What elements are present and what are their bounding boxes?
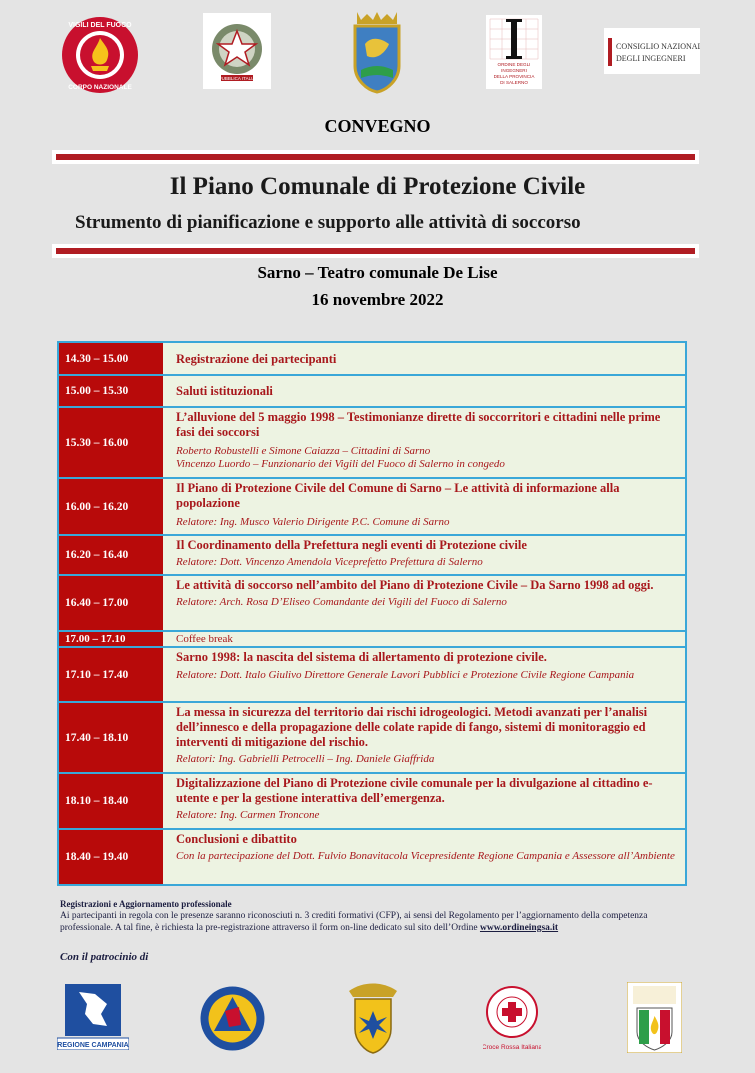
croce-rossa-italiana-logo [483, 986, 541, 1052]
program-speaker: Relatore: Dott. Vincenzo Amendola Viceprefetto Prefettura di Salerno [176, 556, 483, 568]
program-row [57, 374, 687, 408]
program-title: Il Piano di Protezione Civile del Comune di Sarno – Le attività di informazione alla popolazione [176, 481, 620, 510]
protezione-civile-logo [199, 985, 266, 1052]
program-row [57, 772, 687, 830]
program-row [57, 646, 687, 703]
registration-body: Ai partecipanti in regola con le presenze saranno riconosciuti n. 3 crediti formativi (CFP), ai sensi del Regolamento per l’aggiornamento della competenza professionale. A tal fine, è richiesta la pre-registrazione attraverso il form on-line dedicato sul sito dell’Ordine [60, 911, 648, 933]
ordine-logo-text-1: ORDINE DEGLI [497, 62, 531, 67]
cavalieri-malta-emblem [343, 981, 403, 1057]
associazione-vigili-del-fuoco-logo [627, 982, 682, 1053]
program-row [57, 828, 687, 886]
top-logos [0, 12, 755, 97]
program-speaker: Roberto Robustelli e Simone Caiazza – Cittadini di Sarno Vincenzo Luordo – Funzionario dei Vigili del Fuoco di Salerno in congedo [176, 445, 505, 470]
event-location: Sarno – Teatro comunale De Lise [257, 263, 498, 282]
patronage-logos [0, 978, 755, 1058]
program-time: 16.40 – 17.00 [59, 576, 163, 630]
comune-sarno-coat-of-arms [351, 10, 403, 94]
program-title: La messa in sicurezza del territorio dai rischi idrogeologici. Metodi avanzati per l’analisi dell’innesco e della propagazione delle colate rapide di fango, sistemi di monitoraggio ed interventi di mitigazione del rischio. [176, 705, 648, 749]
program-time: 17.40 – 18.10 [59, 703, 163, 772]
program-title: Conclusioni e dibattito [176, 832, 297, 846]
ordine-ingegneri-salerno-logo [486, 15, 542, 89]
program-title: Saluti istituzionali [176, 384, 273, 398]
registration-text [60, 910, 692, 934]
svg-text:CORPO NAZIONALE: CORPO NAZIONALE [68, 84, 132, 91]
program-title: Le attività di soccorso nell’ambito del Piano di Protezione Civile – Da Sarno 1998 ad oggi. [176, 578, 654, 592]
regione-campania-logo [57, 984, 129, 1050]
cni-text-1: CONSIGLIO NAZIONALE [616, 42, 700, 51]
ordine-logo-text-2: INGEGNERI [501, 68, 527, 73]
program-time: 17.10 – 17.40 [59, 648, 163, 701]
program-row [57, 534, 687, 576]
consiglio-nazionale-ingegneri-logo [604, 28, 700, 74]
header-divider-bottom [52, 244, 699, 258]
regione-campania-text: REGIONE CAMPANIA [57, 1042, 129, 1049]
program-speaker: Con la partecipazione del Dott. Fulvio Bonavitacola Vicepresidente Regione Campania e Assessore all’Ambiente [176, 850, 675, 862]
program-row [57, 406, 687, 479]
program-time: 18.10 – 18.40 [59, 774, 163, 828]
program-time: 16.20 – 16.40 [59, 536, 163, 574]
program-time: 15.30 – 16.00 [59, 408, 163, 477]
program-time: 15.00 – 15.30 [59, 376, 163, 406]
program-row [57, 701, 687, 774]
vigili-del-fuoco-logo [61, 16, 139, 94]
program-row [57, 477, 687, 536]
program-speaker: Relatori: Ing. Gabrielli Petrocelli – Ing. Daniele Giaffrida [176, 753, 435, 765]
svg-text:VIGILI DEL FUOCO: VIGILI DEL FUOCO [68, 22, 132, 29]
cni-text-2: DEGLI INGEGNERI [616, 54, 686, 63]
repubblica-italiana-emblem [203, 13, 271, 89]
patronage-label: Con il patrocinio di [60, 951, 149, 963]
event-type-heading: CONVEGNO [324, 116, 431, 136]
program-title: Sarno 1998: la nascita del sistema di allertamento di protezione civile. [176, 650, 547, 664]
program-title: L’alluvione del 5 maggio 1998 – Testimonianze dirette di soccorritori e cittadini nelle prime fasi dei soccorsi [176, 410, 661, 439]
event-title: Il Piano Comunale di Protezione Civile [169, 173, 586, 200]
program-time: 17.00 – 17.10 [59, 632, 163, 646]
program-title: Registrazione dei partecipanti [176, 352, 337, 366]
ordine-logo-text-3: DELLA PROVINCIA [493, 74, 535, 79]
svg-text:REPUBBLICA ITALIANA: REPUBBLICA ITALIANA [212, 76, 262, 81]
program-title: Digitalizzazione del Piano di Protezione civile comunale per la divulgazione al cittadino e-utente e per la gestione interattiva dell’emergenza. [176, 776, 653, 805]
ordine-website-link[interactable]: www.ordineingsa.it [479, 923, 559, 933]
program-title: Coffee break [176, 633, 233, 645]
program-time: 14.30 – 15.00 [59, 343, 163, 374]
event-subtitle: Strumento di pianificazione e supporto alle attività di soccorso [75, 212, 581, 233]
program-title: Il Coordinamento della Prefettura negli eventi di Protezione civile [176, 538, 527, 552]
program-speaker: Relatore: Dott. Italo Giulivo Direttore Generale Lavori Pubblici e Protezione Civile Regione Campania [176, 669, 635, 681]
croce-rossa-text: Croce Rossa Italiana [483, 1044, 541, 1051]
program-speaker: Relatore: Ing. Musco Valerio Dirigente P.C. Comune di Sarno [176, 516, 450, 528]
header-divider-top [52, 150, 699, 164]
program-time: 18.40 – 19.40 [59, 830, 163, 884]
event-date: 16 novembre 2022 [311, 290, 444, 309]
program-time: 16.00 – 16.20 [59, 479, 163, 534]
registration-title: Registrazioni e Aggiornamento professionale [60, 899, 232, 909]
program-row [57, 341, 687, 376]
program-row [57, 574, 687, 632]
program-speaker: Relatore: Ing. Carmen Troncone [176, 809, 320, 821]
program-speaker: Relatore: Arch. Rosa D’Eliseo Comandante dei Vigili del Fuoco di Salerno [176, 596, 507, 608]
ordine-logo-text-4: DI SALERNO [500, 80, 528, 85]
